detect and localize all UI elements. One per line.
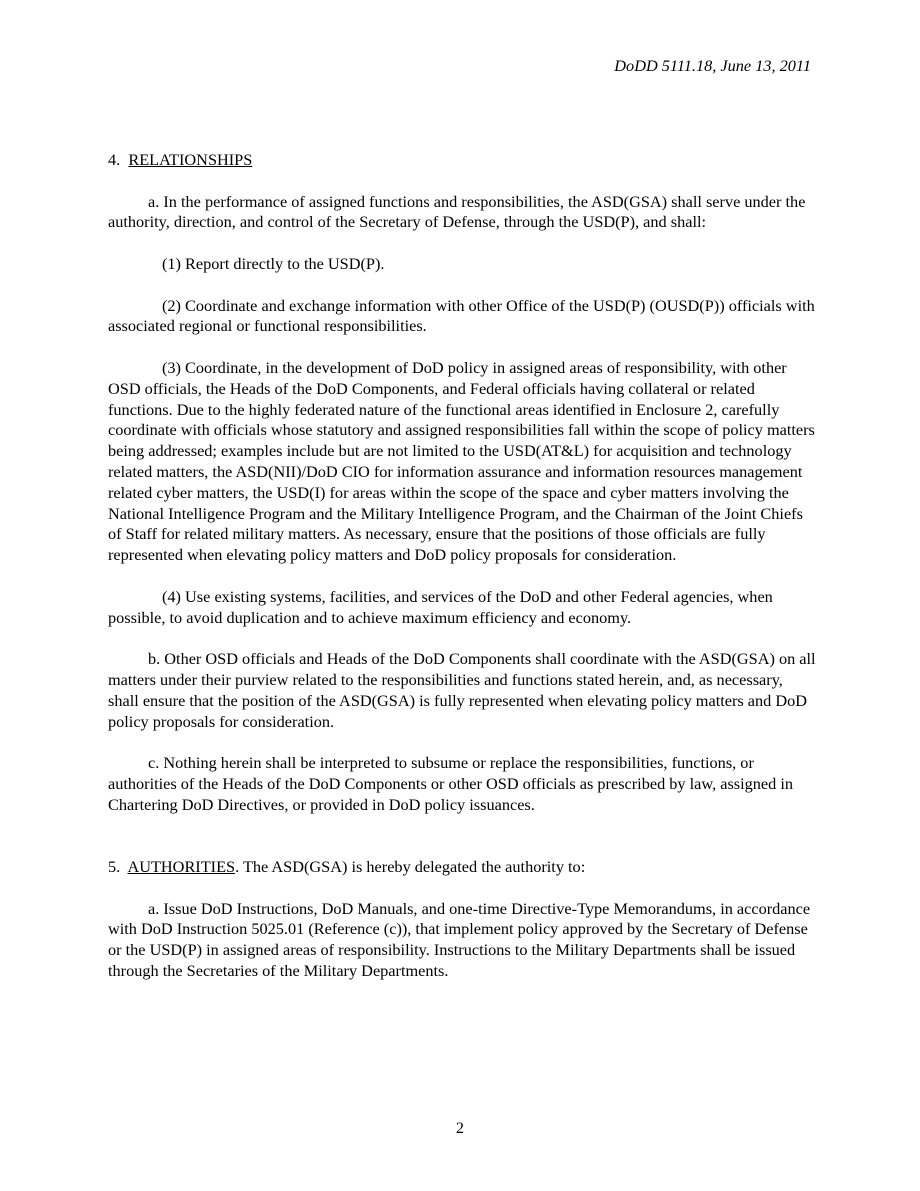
- section-5-number: 5.: [108, 857, 121, 877]
- section-5-heading: [108, 857, 816, 878]
- page-number: 2: [455, 1118, 465, 1137]
- document-reference-header: DoDD 5111.18, June 13, 2011: [614, 56, 811, 75]
- section-4-item-1: (1) Report directly to the USD(P).: [162, 253, 385, 273]
- section-4-title: RELATIONSHIPS: [128, 150, 253, 169]
- section-5-title: AUTHORITIES: [127, 857, 236, 877]
- section-4-paragraph-c: c. Nothing herein shall be interpreted to subsume or replace the responsibilities, functions, or authorities of the Heads of the DoD Components or other OSD officials as prescribed by law, assigned in Chartering DoD Directives, or provided in DoD policy issuances.: [108, 753, 794, 814]
- document-body: [108, 150, 816, 982]
- section-5-paragraph-a: a. Issue DoD Instructions, DoD Manuals, and one-time Directive-Type Memorandums, in accordance with DoD Instruction 5025.01 (Reference (c)), that implement policy approved by the Secretary of Defense or the USD(P) in assigned areas of responsibility. Instructions to the Military Departments shall be issued through the Secretaries of the Military Departments.: [108, 898, 811, 981]
- section-5-title-suffix: . The ASD(GSA) is hereby delegated the authority to:: [235, 857, 586, 877]
- section-4-paragraph-a: a. In the performance of assigned functions and responsibilities, the ASD(GSA) shall serve under the authority, direction, and control of the Secretary of Defense, through the USD(P), and shall:: [108, 191, 806, 232]
- section-4-item-3: (3) Coordinate, in the development of DoD policy in assigned areas of responsibility, with other OSD officials, the Heads of the DoD Components, and Federal officials having collateral or related functions. Due to the highly federated nature of the functional areas identified in Enclosure 2, carefully coordinate with officials whose statutory and assigned responsibilities fall within the scope of policy matters being addressed; examples include but are not limited to the USD(AT&L) for acquisition and technology related matters, the ASD(NII)/DoD CIO for information assurance and information resources management related cyber matters, the USD(I) for areas within the scope of the space and cyber matters involving the National Intelligence Program and the Military Intelligence Program, and the Chairman of the Joint Chiefs of Staff for related military matters. As necessary, ensure that the positions of those officials are fully represented when elevating policy matters and DoD policy proposals for consideration.: [108, 357, 815, 565]
- section-4-number: 4.: [108, 150, 121, 169]
- section-4-heading: [108, 150, 816, 171]
- section-4-paragraph-b: b. Other OSD officials and Heads of the DoD Components shall coordinate with the ASD(GSA) on all matters under their purview related to the responsibilities and functions stated herein, and, as necessary, shall ensure that the position of the ASD(GSA) is fully represented when elevating policy matters and DoD policy proposals for consideration.: [108, 649, 816, 731]
- section-4-item-4: (4) Use existing systems, facilities, and services of the DoD and other Federal agencies, when possible, to avoid duplication and to achieve maximum efficiency and economy.: [108, 586, 773, 627]
- section-4-item-2: (2) Coordinate and exchange information with other Office of the USD(P) (OUSD(P)) officials with associated regional or functional responsibilities.: [108, 295, 815, 336]
